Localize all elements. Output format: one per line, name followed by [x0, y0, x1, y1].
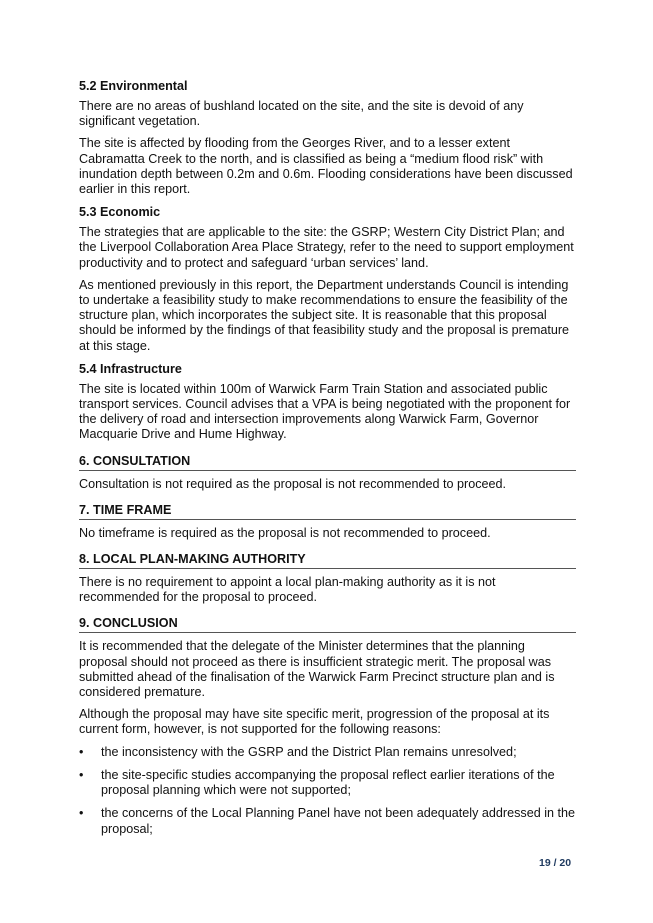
- paragraph: There is no requirement to appoint a local plan-making authority as it is not recommended for the proposal to proceed.: [79, 575, 496, 605]
- paragraph: Although the proposal may have site specific merit, progression of the proposal at its current form, however, is not supported for the following reasons:: [79, 707, 550, 737]
- list-item-text: the site-specific studies accompanying the proposal reflect earlier iterations of the proposal planning which were not supported;: [101, 767, 555, 798]
- heading-economic: 5.3 Economic: [79, 205, 161, 220]
- paragraph: There are no areas of bushland located on the site, and the site is devoid of any significant vegetation.: [79, 99, 524, 129]
- paragraph: It is recommended that the delegate of the Minister determines that the planning proposal should not proceed as there is insufficient strategic merit. The proposal was submitted ahead of the finalisation of the Warwick Farm Precinct structure plan and is considered premature.: [79, 639, 555, 700]
- page-number: 19 / 20: [539, 857, 572, 869]
- paragraph: As mentioned previously in this report, the Department understands Council is intending to undertake a feasibility study to make recommendations to ensure the feasibility of the structure plan, which incorporates the subject site. It is reasonable that this proposal should be informed by the findings of that feasibility study and the proposal is premature at this stage.: [79, 277, 570, 353]
- bullet-icon: •: [79, 744, 84, 759]
- list-item: [79, 806, 576, 836]
- paragraph: Consultation is not required as the proposal is not recommended to proceed.: [79, 476, 507, 491]
- paragraph: No timeframe is required as the proposal is not recommended to proceed.: [79, 525, 491, 540]
- heading-time-frame: 7. TIME FRAME: [79, 502, 576, 520]
- document-body: [79, 78, 576, 845]
- bullet-icon: •: [79, 806, 84, 821]
- bullet-icon: •: [79, 767, 84, 782]
- paragraph: The site is located within 100m of Warwick Farm Train Station and associated public transport services. Council advises that a VPA is being negotiated with the proponent for the delivery of road and intersection improvements along Warwick Farm, Governor Macquarie Drive and Hume Highway.: [79, 381, 571, 442]
- list-item: [79, 768, 576, 798]
- heading-conclusion: 9. CONCLUSION: [79, 615, 576, 633]
- list-item: [79, 745, 576, 760]
- heading-environmental: 5.2 Environmental: [79, 79, 188, 93]
- reasons-list: [79, 745, 576, 837]
- list-item-text: the inconsistency with the GSRP and the District Plan remains unresolved;: [101, 744, 517, 759]
- heading-consultation: 6. CONSULTATION: [79, 453, 576, 471]
- paragraph: The strategies that are applicable to the site: the GSRP; Western City District Plan; and the Liverpool Collaboration Area Place Strategy, refer to the need to support employment productivity and to protect and safeguard ‘urban services’ land.: [79, 225, 574, 270]
- list-item-text: the concerns of the Local Planning Panel have not been adequately addressed in the proposal;: [101, 806, 576, 836]
- paragraph: The site is affected by flooding from the Georges River, and to a lesser extent Cabramatta Creek to the north, and is classified as being a “medium flood risk” with inundation depth between 0.2m and 0.6m. Flooding considerations have been discussed earlier in this report.: [79, 136, 573, 197]
- heading-plan-making-authority: 8. LOCAL PLAN-MAKING AUTHORITY: [79, 551, 576, 569]
- heading-infrastructure: 5.4 Infrastructure: [79, 361, 182, 376]
